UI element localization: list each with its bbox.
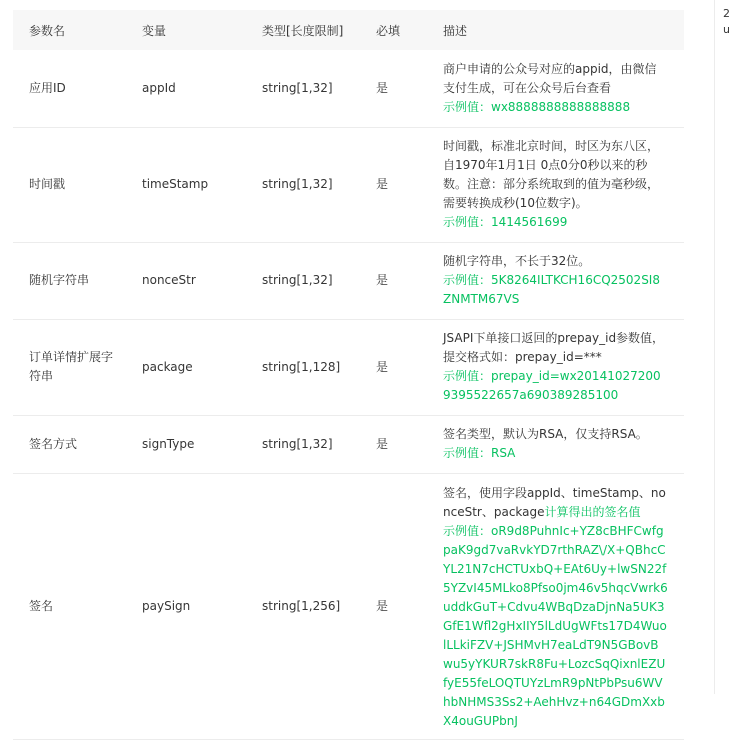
cell-param-name: 应用ID <box>13 50 126 127</box>
right-panel-text-2: u <box>723 23 730 36</box>
cell-variable: package <box>126 319 246 415</box>
example-value: 示例值：oR9d8PuhnIc+YZ8cBHFCwfgpaK9gd7vaRvkYD7rthRAZ\/X+QBhcCYL21N7cHCTUxbQ+EAt6Uy+lwSN22f5YZvI45MLko8Pfso0jm46v5hqcVwrk6uddkGuT+Cdvu4WBqDzaDjnNa5UK3GfE1Wfl2gHxIIY5lLdUgWFts17D4WuolLLkiFZV+JSHMvH7eaLdT9N5GBovBwu5yYKUR7skR8Fu+LozcSqQixnlEZUfyE55feLOQTUYzLmR9pNtPbPsu6WVhbNHMS3Ss2+AehHvz+n64GDmXxbX4ouGUPbnJ <box>443 523 668 728</box>
description-text: 时间戳，标准北京时间，时区为东八区，自1970年1月1日 0点0分0秒以来的秒数。注意：部分系统取到的值为毫秒级，需要转换成秒(10位数字)。 <box>443 139 660 210</box>
right-side-panel <box>714 0 730 694</box>
example-value: 示例值：1414561699 <box>443 215 568 229</box>
cell-variable: timeStamp <box>126 127 246 242</box>
cell-param-name: 签名 <box>13 473 126 739</box>
example-value: 示例值：RSA <box>443 446 516 460</box>
table-row <box>13 127 684 242</box>
cell-required: 是 <box>360 319 427 415</box>
header-param-name: 参数名 <box>13 10 126 50</box>
params-table-container <box>13 10 684 740</box>
cell-type: string[1,32] <box>246 415 360 473</box>
cell-type: string[1,32] <box>246 127 360 242</box>
header-description: 描述 <box>427 10 684 50</box>
example-value: 示例值：5K8264ILTKCH16CQ2502SI8ZNMTM67VS <box>443 273 660 306</box>
cell-param-name: 签名方式 <box>13 415 126 473</box>
cell-description <box>427 415 684 473</box>
description-text <box>443 484 668 522</box>
description-text: 签名类型，默认为RSA，仅支持RSA。 <box>443 427 648 441</box>
table-row <box>13 50 684 127</box>
example-value: 示例值：wx8888888888888888 <box>443 99 631 114</box>
table-row <box>13 242 684 319</box>
cell-description <box>427 319 684 415</box>
cell-type: string[1,32] <box>246 50 360 127</box>
cell-param-name: 随机字符串 <box>13 242 126 319</box>
cell-variable: signType <box>126 415 246 473</box>
description-highlight: 计算得出的签名值 <box>544 504 641 519</box>
table-row <box>13 319 684 415</box>
table-header-row <box>13 10 684 50</box>
cell-type: string[1,128] <box>246 319 360 415</box>
cell-required: 是 <box>360 242 427 319</box>
cell-variable: paySign <box>126 473 246 739</box>
header-variable: 变量 <box>126 10 246 50</box>
header-required: 必填 <box>360 10 427 50</box>
table-row <box>13 473 684 739</box>
cell-required: 是 <box>360 127 427 242</box>
cell-description <box>427 50 684 127</box>
cell-param-name: 时间戳 <box>13 127 126 242</box>
header-type: 类型[长度限制] <box>246 10 360 50</box>
cell-variable: nonceStr <box>126 242 246 319</box>
cell-variable: appId <box>126 50 246 127</box>
cell-description <box>427 473 684 739</box>
description-text: 随机字符串，不长于32位。 <box>443 254 591 268</box>
cell-required: 是 <box>360 473 427 739</box>
cell-description <box>427 242 684 319</box>
cell-required: 是 <box>360 415 427 473</box>
cell-type: string[1,256] <box>246 473 360 739</box>
description-main: 签名，使用字段appId、timeStamp、nonceStr、package <box>443 485 666 519</box>
cell-required: 是 <box>360 50 427 127</box>
cell-type: string[1,32] <box>246 242 360 319</box>
right-panel-text-1: 2 <box>723 7 730 20</box>
cell-param-name: 订单详情扩展字符串 <box>13 319 126 415</box>
example-value: 示例值：prepay_id=wx201410272009395522657a690389285100 <box>443 369 661 402</box>
table-row <box>13 415 684 473</box>
cell-description <box>427 127 684 242</box>
description-text: 商户申请的公众号对应的appid，由微信支付生成，可在公众号后台查看 <box>443 61 657 95</box>
params-table <box>13 10 684 740</box>
description-text: JSAPI下单接口返回的prepay_id参数值，提交格式如：prepay_id=*** <box>443 331 665 364</box>
